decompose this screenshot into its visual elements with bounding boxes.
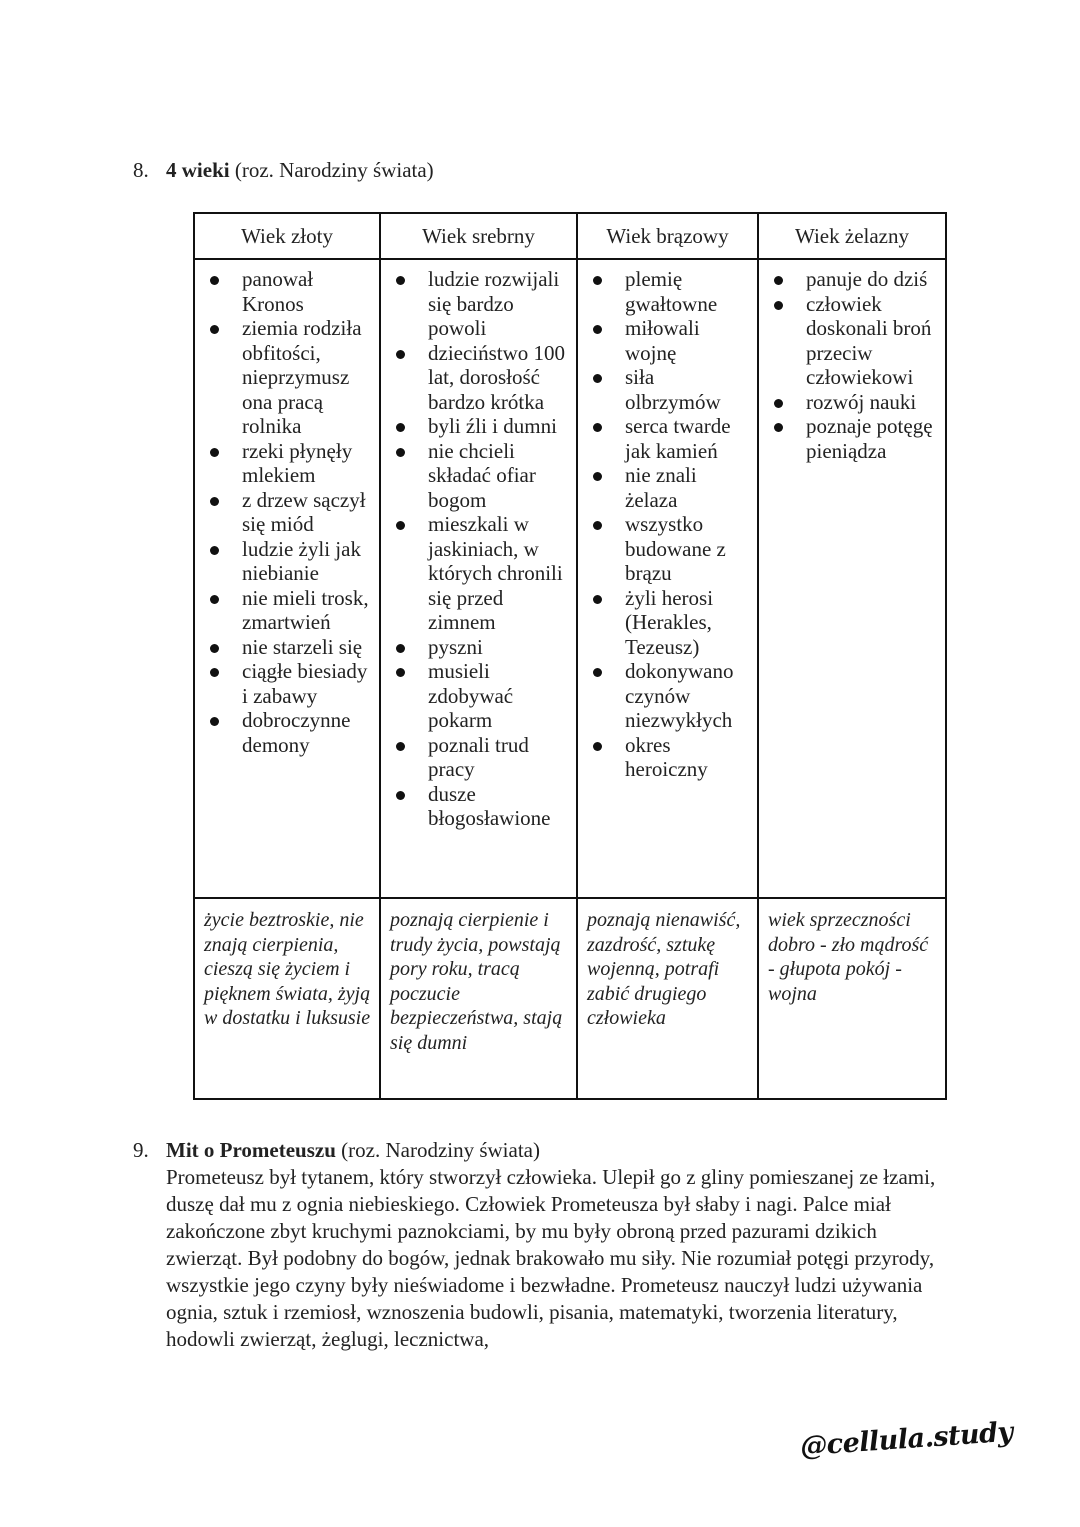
bullet-icon	[210, 276, 219, 285]
bullet-icon	[210, 448, 219, 457]
list-item: nie chcieli składać ofiar bogom	[381, 439, 572, 513]
list-item: ludzie rozwijali się bardzo powoli	[381, 267, 572, 341]
header-iron-age: Wiek żelazny	[758, 213, 946, 259]
section-8-title-bold: 4 wieki	[166, 158, 230, 182]
list-item: nie mieli trosk, zmartwień	[195, 586, 375, 635]
list-item: pyszni	[381, 635, 572, 660]
list-item: dzieciństwo 100 lat, dorosłość bardzo krótka	[381, 341, 572, 415]
section-8-title	[166, 157, 434, 183]
silver-age-features	[380, 259, 577, 898]
list-item: nie starzeli się	[195, 635, 375, 660]
list-item: panował Kronos	[195, 267, 375, 316]
list-item: nie znali żelaza	[578, 463, 753, 512]
bronze-age-features	[577, 259, 758, 898]
header-bronze-age: Wiek brązowy	[577, 213, 758, 259]
golden-age-list	[195, 267, 375, 757]
list-item: człowiek doskonali broń przeciw człowiekowi	[759, 292, 941, 390]
list-item: ziemia rodziła obfitości, nieprzymusz ona pracą rolnika	[195, 316, 375, 439]
bullet-icon	[210, 595, 219, 604]
list-item: siła olbrzymów	[578, 365, 753, 414]
list-item: poznali trud pracy	[381, 733, 572, 782]
section-8-title-rest: (roz. Narodziny świata)	[229, 158, 434, 182]
bullet-icon	[396, 448, 405, 457]
bullet-icon	[396, 521, 405, 530]
bronze-age-summary: poznają nienawiść, zazdrość, sztukę wojenną, potrafi zabić drugiego człowieka	[577, 898, 758, 1099]
bullet-icon	[774, 423, 783, 432]
list-item: dokonywano czynów niezwykłych	[578, 659, 753, 733]
bullet-icon	[593, 276, 602, 285]
list-item: żyli herosi (Herakles, Tezeusz)	[578, 586, 753, 660]
bullet-icon	[593, 521, 602, 530]
list-item: rzeki płynęły mlekiem	[195, 439, 375, 488]
list-item: musieli zdobywać pokarm	[381, 659, 572, 733]
golden-age-summary: życie beztroskie, nie znają cierpienia, cieszą się życiem i pięknem świata, żyją w dostatku i luksusie	[194, 898, 380, 1099]
list-item: plemię gwałtowne	[578, 267, 753, 316]
section-8-number: 8.	[133, 158, 149, 182]
list-item: miłowali wojnę	[578, 316, 753, 365]
bullet-icon	[396, 423, 405, 432]
table-summary-row	[194, 898, 946, 1099]
silver-age-list	[381, 267, 572, 831]
list-item: z drzew sączył się miód	[195, 488, 375, 537]
bullet-icon	[210, 546, 219, 555]
bullet-icon	[593, 325, 602, 334]
prometheus-paragraph-block	[166, 1164, 956, 1353]
bullet-icon	[210, 717, 219, 726]
section-9-title	[166, 1137, 540, 1163]
list-item: okres heroiczny	[578, 733, 753, 782]
bullet-icon	[396, 276, 405, 285]
bullet-icon	[396, 644, 405, 653]
bullet-icon	[593, 742, 602, 751]
bullet-icon	[210, 325, 219, 334]
section-9-title-rest: (roz. Narodziny świata)	[335, 1138, 540, 1162]
list-item: dobroczynne demony	[195, 708, 375, 757]
watermark-signature: @cellula.study	[799, 1416, 1014, 1463]
golden-age-features	[194, 259, 380, 898]
bullet-icon	[593, 472, 602, 481]
bullet-icon	[210, 668, 219, 677]
iron-age-summary: wiek sprzeczności dobro - zło mądrość - głupota pokój - wojna	[758, 898, 946, 1099]
bronze-age-list	[578, 267, 753, 782]
header-silver-age: Wiek srebrny	[380, 213, 577, 259]
table-header-row	[194, 213, 946, 259]
list-item: ciągłe biesiady i zabawy	[195, 659, 375, 708]
list-item: panuje do dziś	[759, 267, 941, 292]
iron-age-list	[759, 267, 941, 463]
bullet-icon	[210, 497, 219, 506]
four-ages-table	[193, 212, 947, 1100]
list-item: serca twarde jak kamień	[578, 414, 753, 463]
bullet-icon	[396, 791, 405, 800]
list-item: dusze błogosławione	[381, 782, 572, 831]
bullet-icon	[210, 644, 219, 653]
section-9-number: 9.	[133, 1138, 149, 1162]
bullet-icon	[593, 595, 602, 604]
list-item: poznaje potęgę pieniądza	[759, 414, 941, 463]
bullet-icon	[774, 276, 783, 285]
list-item: wszystko budowane z brązu	[578, 512, 753, 586]
list-item: byli źli i dumni	[381, 414, 572, 439]
bullet-icon	[774, 399, 783, 408]
section-9-title-bold: Mit o Prometeuszu	[166, 1138, 336, 1162]
prometheus-paragraph: Prometeusz był tytanem, który stworzył człowieka. Ulepił go z gliny pomieszanej ze łzami, duszę dał mu z ognia niebieskiego. Człowiek Prometeusza był słaby i nagi. Palce miał zakończone zbyt kruchymi paznokciami, by mu były obroną przed pazurami dzikich zwierząt. Był podobny do bogów, jednak brakowało mu siły. Nie rozumiał potęgi przyrody, wszystkie jego czyny były nieświadome i bezwładne. Prometeusz nauczył ludzi używania ognia, sztuk i rzemiosł, wznoszenia budowli, pisania, matematyki, tworzenia literatury, hodowli zwierząt, żeglugi, lecznictwa,	[166, 1165, 936, 1351]
table-features-row	[194, 259, 946, 898]
bullet-icon	[396, 668, 405, 677]
iron-age-features	[758, 259, 946, 898]
list-item: rozwój nauki	[759, 390, 941, 415]
header-golden-age: Wiek złoty	[194, 213, 380, 259]
bullet-icon	[593, 668, 602, 677]
bullet-icon	[396, 350, 405, 359]
bullet-icon	[774, 301, 783, 310]
bullet-icon	[396, 742, 405, 751]
bullet-icon	[593, 374, 602, 383]
bullet-icon	[593, 423, 602, 432]
list-item: mieszkali w jaskiniach, w których chronili się przed zimnem	[381, 512, 572, 635]
silver-age-summary: poznają cierpienie i trudy życia, powstają pory roku, tracą poczucie bezpieczeństwa, stają się dumni	[380, 898, 577, 1099]
list-item: ludzie żyli jak niebianie	[195, 537, 375, 586]
